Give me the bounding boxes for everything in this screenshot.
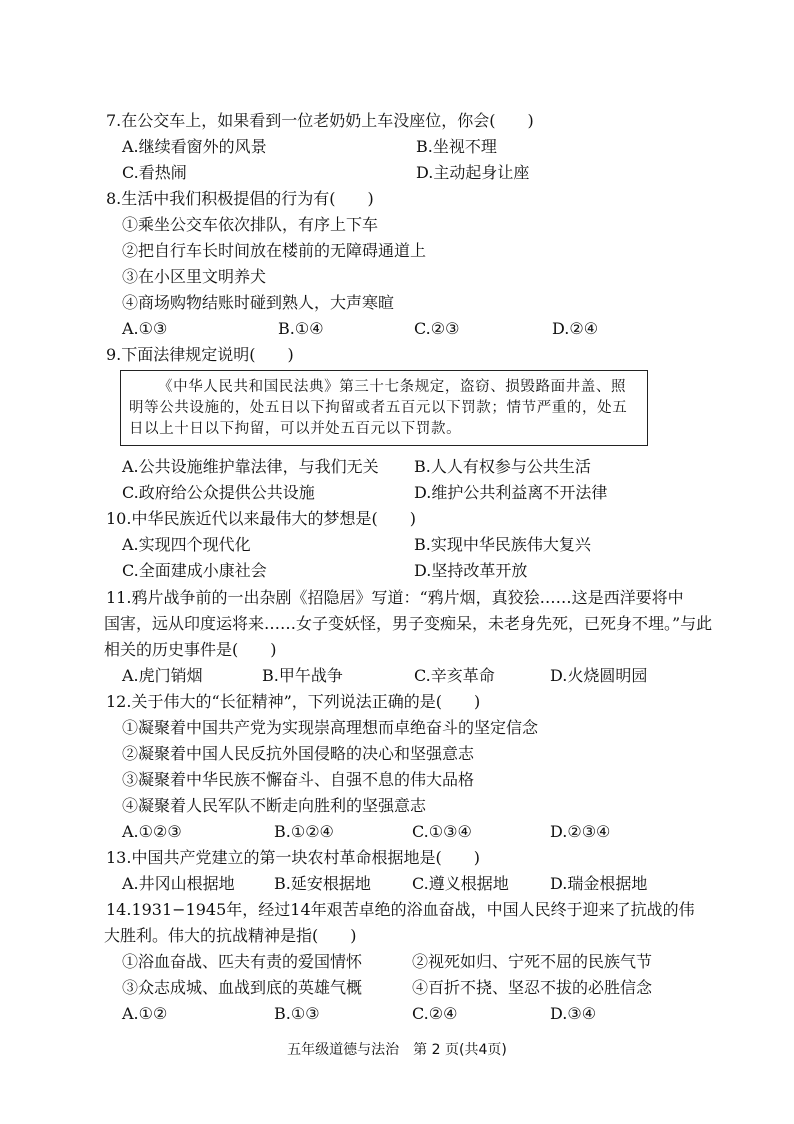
q8-item-2: ②把自行车长时间放在楼前的无障碍通道上 [122, 241, 427, 260]
q8-item-4: ④商场购物结账时碰到熟人，大声寒暄 [122, 293, 395, 312]
q8-option-d: D.②④ [552, 319, 599, 338]
q13-option-d: D.瑞金根据地 [550, 874, 648, 893]
q7-option-d: D.主动起身让座 [416, 163, 530, 182]
q12-option-a: A.①②③ [122, 822, 182, 841]
q7-option-c: C.看热闹 [122, 163, 187, 182]
q12-item-2: ②凝聚着中国人民反抗外国侵略的决心和坚强意志 [122, 744, 475, 763]
q11-option-b: B.甲午战争 [262, 666, 343, 685]
q11-stem-line-2: 国害，远从印度运将来……女子变妖怪，男子变痴呆，未老身先死，已死身不埋。”与此 [104, 614, 713, 633]
q11-option-a: A.虎门销烟 [122, 666, 203, 685]
law-quote-text: 《中华人民共和国民法典》第三十七条规定，盗窃、损毁路面井盖、照明等公共设施的，处五日以下拘留或者五百元以下罚款；情节严重的，处五日以上十日以下拘留，可以并处五百元以下罚款。 [129, 379, 628, 437]
q14-item-1: ①浴血奋战、匹夫有责的爱国情怀 [122, 952, 363, 971]
q11-option-d: D.火烧圆明园 [550, 666, 648, 685]
q11-stem-line-3: 相关的历史事件是( ) [104, 640, 277, 659]
q10-option-c: C.全面建成小康社会 [122, 561, 267, 580]
q12-item-4: ④凝聚着人民军队不断走向胜利的坚强意志 [122, 796, 427, 815]
q12-option-b: B.①②④ [274, 822, 334, 841]
q7-stem: 7.在公交车上，如果看到一位老奶奶上车没座位，你会( ) [106, 111, 534, 130]
q10-stem: 10.中华民族近代以来最伟大的梦想是( ) [106, 509, 416, 528]
q14-item-4: ④百折不挠、坚忍不拔的必胜信念 [412, 978, 653, 997]
q8-option-c: C.②③ [414, 319, 460, 338]
q7-option-b: B.坐视不理 [416, 137, 497, 156]
law-quote-box [120, 370, 648, 446]
q9-option-a: A.公共设施维护靠法律，与我们无关 [122, 457, 379, 476]
q14-option-b: B.①③ [274, 1004, 320, 1023]
q13-option-c: C.遵义根据地 [412, 874, 509, 893]
q7-option-a: A.继续看窗外的风景 [122, 137, 267, 156]
q13-option-a: A.井冈山根据地 [122, 874, 235, 893]
q14-item-2: ②视死如归、宁死不屈的民族气节 [412, 952, 653, 971]
q8-item-3: ③在小区里文明养犬 [122, 267, 267, 286]
q8-option-b: B.①④ [278, 319, 324, 338]
q14-option-c: C.②④ [412, 1004, 458, 1023]
q13-stem: 13.中国共产党建立的第一块农村革命根据地是( ) [106, 848, 480, 867]
q13-option-b: B.延安根据地 [274, 874, 371, 893]
q12-stem: 12.关于伟大的“长征精神”，下列说法正确的是( ) [106, 692, 481, 711]
q12-item-1: ①凝聚着中国共产党为实现崇高理想而卓绝奋斗的坚定信念 [122, 718, 539, 737]
q8-item-1: ①乘坐公交车依次排队，有序上下车 [122, 215, 379, 234]
q8-stem: 8.生活中我们积极提倡的行为有( ) [106, 189, 374, 208]
q10-option-a: A.实现四个现代化 [122, 535, 251, 554]
q11-stem-line-1: 11.鸦片战争前的一出杂剧《招隐居》写道：“鸦片烟，真狡狯……这是西洋要将中 [106, 588, 684, 607]
q10-option-b: B.实现中华民族伟大复兴 [414, 535, 591, 554]
q9-option-d: D.维护公共利益离不开法律 [414, 483, 608, 502]
q14-stem-line-2: 大胜利。伟大的抗战精神是指( ) [104, 926, 357, 945]
q11-option-c: C.辛亥革命 [414, 666, 495, 685]
q8-option-a: A.①③ [122, 319, 168, 338]
q10-option-d: D.坚持改革开放 [414, 561, 528, 580]
q12-item-3: ③凝聚着中华民族不懈奋斗、自强不息的伟大品格 [122, 770, 475, 789]
q12-option-c: C.①③④ [412, 822, 472, 841]
q14-option-a: A.①② [122, 1004, 168, 1023]
q9-stem: 9.下面法律规定说明( ) [106, 345, 294, 364]
q14-stem-line-1: 14.1931−1945年，经过14年艰苦卓绝的浴血奋战，中国人民终于迎来了抗战的伟 [106, 900, 695, 919]
page-footer: 五年级道德与法治 第 2 页(共4页) [287, 1042, 507, 1058]
q14-item-3: ③众志成城、血战到底的英雄气概 [122, 978, 363, 997]
q9-option-c: C.政府给公众提供公共设施 [122, 483, 315, 502]
q12-option-d: D.②③④ [550, 822, 611, 841]
q9-option-b: B.人人有权参与公共生活 [414, 457, 591, 476]
q14-option-d: D.③④ [550, 1004, 597, 1023]
